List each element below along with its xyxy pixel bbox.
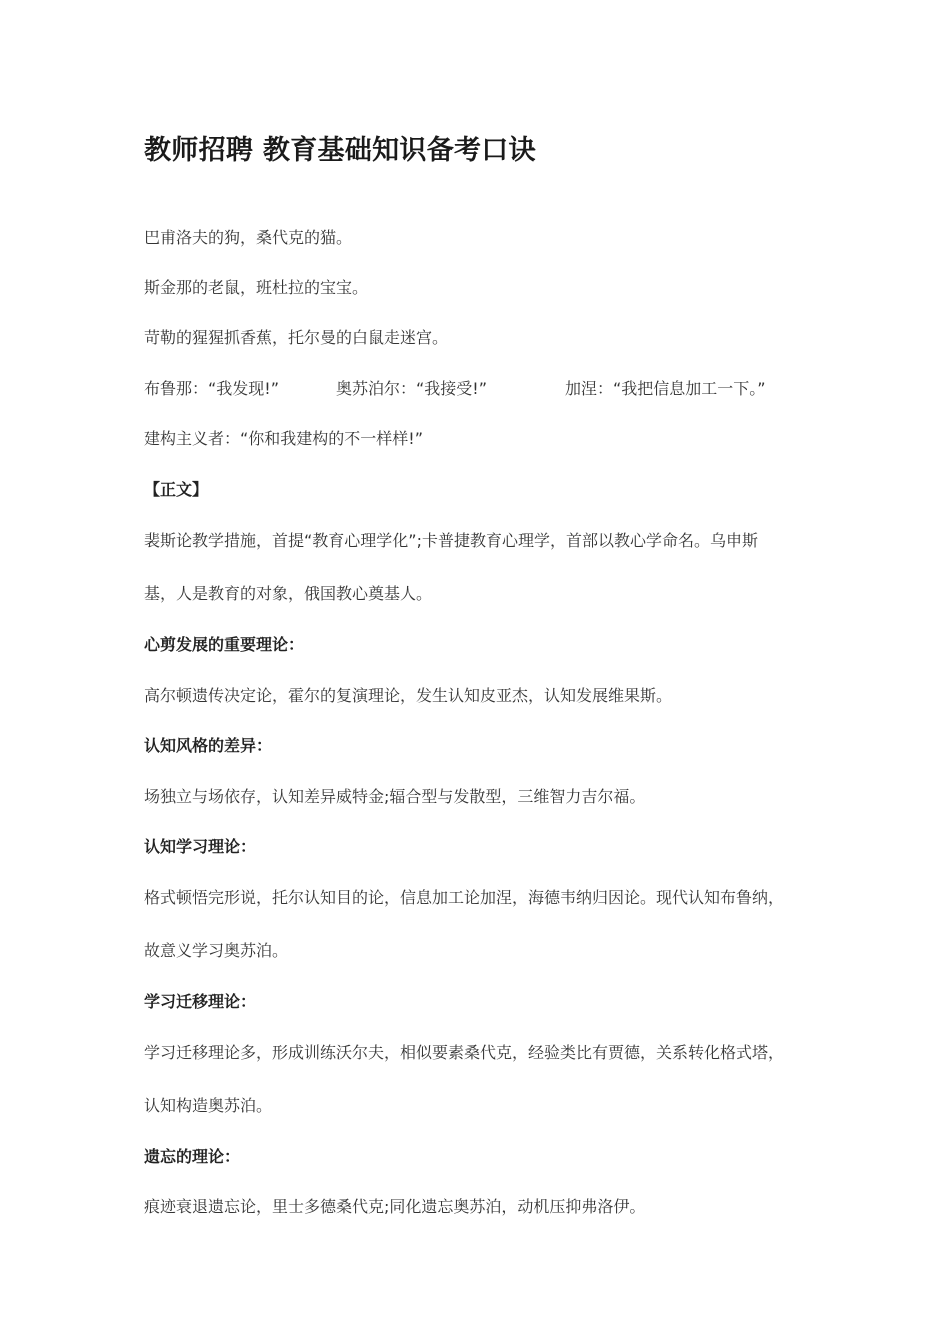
section-label: 【正文】 (144, 480, 209, 499)
paragraph-1-line-2: 基，人是教育的对象，俄国教心奠基人。 (144, 584, 433, 603)
paragraph-3: 场独立与场依存，认知差异威特金;辐合型与发散型，三维智力吉尔福。 (144, 787, 646, 806)
paragraph-2: 高尔顿遗传决定论，霍尔的复演理论，发生认知皮亚杰，认知发展维果斯。 (144, 686, 673, 705)
heading-cognitive-learning: 认知学习理论： (144, 837, 257, 856)
heading-cognitive-style: 认知风格的差异： (144, 736, 273, 755)
quote-gagne: 加涅：“我把信息加工一下。” (565, 379, 766, 398)
constructivist-line: 建构主义者：“你和我建构的不一样样!” (144, 429, 423, 448)
paragraph-5-line-2: 认知构造奥苏泊。 (144, 1096, 273, 1115)
quote-ausubel: 奥苏泊尔：“我接受!” (336, 379, 487, 398)
paragraph-6: 痕迹衰退遗忘论，里士多德桑代克;同化遗忘奥苏泊，动机压抑弗洛伊。 (144, 1197, 646, 1216)
intro-line-2: 斯金那的老鼠，班杜拉的宝宝。 (144, 278, 369, 297)
paragraph-5-line-1: 学习迁移理论多，形成训练沃尔夫，相似要素桑代克，经验类比有贾德，关系转化格式塔， (144, 1043, 785, 1062)
paragraph-1-line-1: 裴斯论教学措施，首提“教育心理学化”;卡普捷教育心理学，首部以教心学命名。乌申斯 (144, 531, 758, 550)
heading-development-theories: 心剪发展的重要理论： (144, 635, 305, 654)
paragraph-4-line-2: 故意义学习奥苏泊。 (144, 941, 289, 960)
quotes-line (144, 379, 824, 399)
heading-forgetting: 遗忘的理论： (144, 1147, 241, 1166)
document-title: 教师招聘 教育基础知识备考口诀 (144, 135, 536, 166)
quote-bruner: 布鲁那：“我发现!” (144, 379, 279, 398)
intro-line-3: 苛勒的猩猩抓香蕉，托尔曼的白鼠走迷宫。 (144, 328, 449, 347)
intro-line-1: 巴甫洛夫的狗，桑代克的猫。 (144, 228, 353, 247)
heading-learning-transfer: 学习迁移理论： (144, 992, 257, 1011)
paragraph-4-line-1: 格式顿悟完形说，托尔认知目的论，信息加工论加涅，海德韦纳归因论。现代认知布鲁纳， (144, 888, 785, 907)
